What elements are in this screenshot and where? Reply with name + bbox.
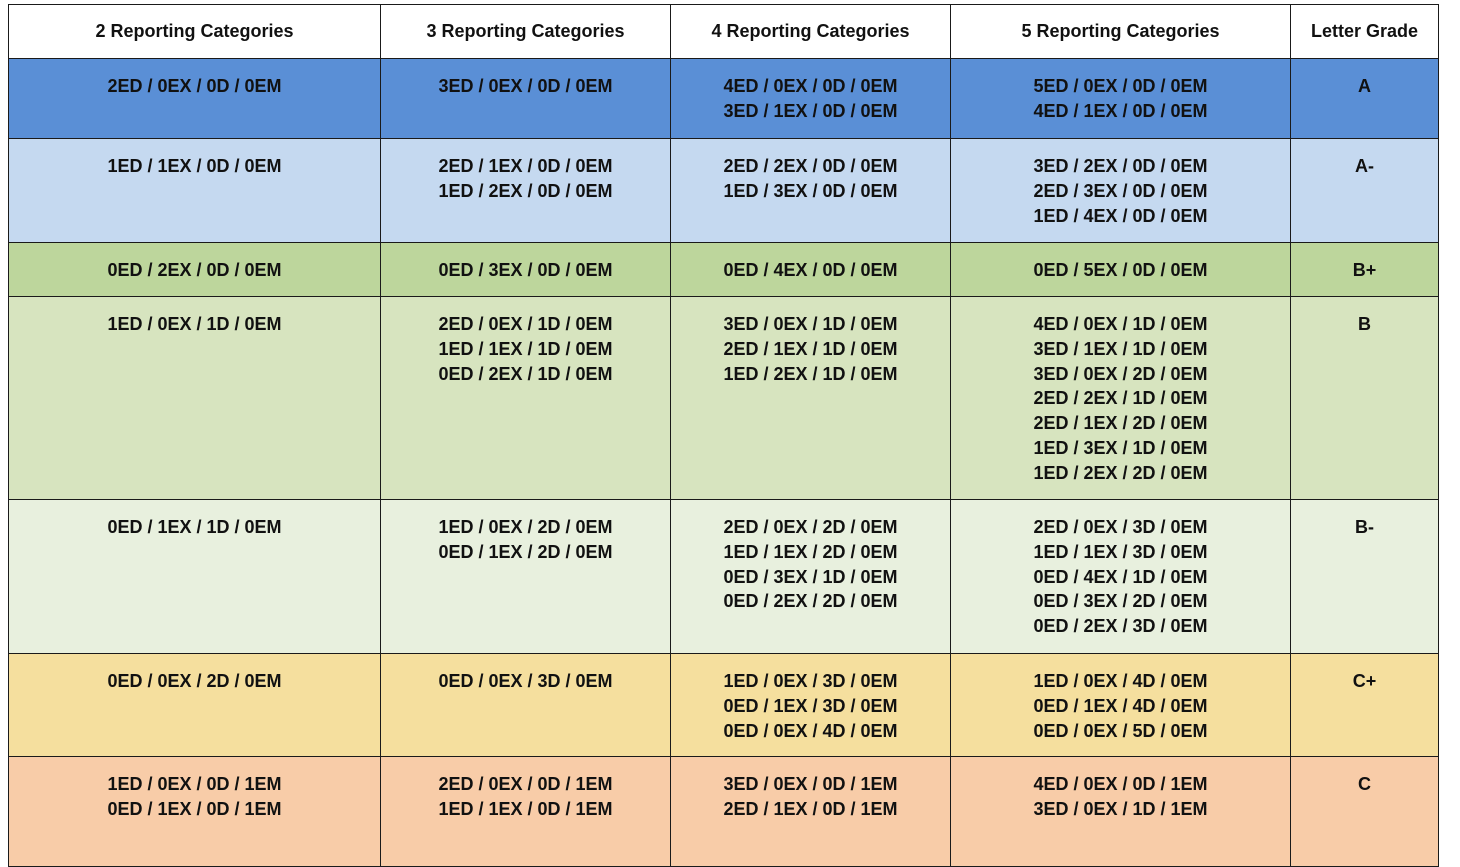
combination-text: 3ED / 1EX / 1D / 0EM — [1033, 338, 1208, 359]
table-row — [9, 654, 1439, 757]
combination-text: 2ED / 0EX / 2D / 0EM — [723, 517, 898, 537]
table-cell — [9, 59, 381, 139]
combination-text: 5ED / 0EX / 0D / 0EM — [1033, 76, 1208, 96]
combination-text: 1ED / 3EX / 0D / 0EM — [723, 180, 898, 201]
table-row — [9, 243, 1439, 297]
combination-text: 0ED / 3EX / 2D / 0EM — [1033, 591, 1208, 612]
combination-text: 1ED / 2EX / 2D / 0EM — [1033, 462, 1208, 483]
table-cell — [381, 139, 671, 243]
table-cell — [951, 500, 1291, 654]
table-cell — [951, 139, 1291, 243]
combination-text: 1ED / 0EX / 3D / 0EM — [723, 671, 898, 691]
combination-text: 3ED / 2EX / 0D / 0EM — [1033, 156, 1208, 176]
combination-text: 0ED / 2EX / 0D / 0EM — [107, 260, 282, 280]
table-cell — [381, 297, 671, 500]
letter-grade-cell — [1291, 500, 1439, 654]
combination-text: 1ED / 2EX / 0D / 0EM — [438, 180, 613, 201]
table-cell — [951, 243, 1291, 297]
table-row — [9, 297, 1439, 500]
letter-grade-cell — [1291, 243, 1439, 297]
table-cell — [671, 59, 951, 139]
letter-grade: B+ — [1352, 260, 1377, 280]
table-cell — [9, 654, 381, 757]
combination-text: 1ED / 0EX / 1D / 0EM — [107, 314, 282, 334]
combination-text: 1ED / 4EX / 0D / 0EM — [1033, 205, 1208, 226]
combination-text: 1ED / 1EX / 1D / 0EM — [438, 338, 613, 359]
combination-text: 0ED / 0EX / 3D / 0EM — [438, 671, 613, 691]
table-cell — [381, 500, 671, 654]
table-cell — [671, 139, 951, 243]
table-cell — [671, 757, 951, 867]
combination-text: 2ED / 0EX / 0D / 0EM — [107, 76, 282, 96]
table-cell — [951, 757, 1291, 867]
combination-text: 2ED / 2EX / 1D / 0EM — [1033, 388, 1208, 409]
combination-text: 0ED / 1EX / 2D / 0EM — [438, 541, 613, 562]
letter-grade: B- — [1355, 517, 1374, 537]
header-5-reporting-categories: 5 Reporting Categories — [951, 5, 1291, 59]
letter-grade: C+ — [1352, 671, 1377, 691]
table-cell — [671, 654, 951, 757]
combination-text: 2ED / 3EX / 0D / 0EM — [1033, 180, 1208, 201]
combination-text: 0ED / 2EX / 2D / 0EM — [723, 591, 898, 612]
combination-text: 2ED / 0EX / 3D / 0EM — [1033, 517, 1208, 537]
combination-text: 1ED / 0EX / 2D / 0EM — [438, 517, 613, 537]
combination-text: 2ED / 1EX / 2D / 0EM — [1033, 413, 1208, 434]
combination-text: 3ED / 0EX / 0D / 0EM — [438, 76, 613, 96]
combination-text: 0ED / 1EX / 4D / 0EM — [1033, 695, 1208, 716]
combination-text: 2ED / 1EX / 1D / 0EM — [723, 338, 898, 359]
letter-grade: B — [1358, 314, 1371, 334]
letter-grade-cell — [1291, 139, 1439, 243]
table-cell — [9, 500, 381, 654]
letter-grade-cell — [1291, 654, 1439, 757]
combination-text: 4ED / 0EX / 0D / 0EM — [723, 76, 898, 96]
letter-grade-cell — [1291, 757, 1439, 867]
combination-text: 4ED / 0EX / 1D / 0EM — [1033, 314, 1208, 334]
combination-text: 1ED / 1EX / 0D / 1EM — [438, 798, 613, 819]
combination-text: 4ED / 1EX / 0D / 0EM — [1033, 100, 1208, 121]
combination-text: 1ED / 1EX / 2D / 0EM — [723, 541, 898, 562]
combination-text: 2ED / 0EX / 1D / 0EM — [438, 314, 613, 334]
combination-text: 0ED / 1EX / 3D / 0EM — [723, 695, 898, 716]
letter-grade: A- — [1355, 156, 1374, 176]
combination-text: 1ED / 1EX / 3D / 0EM — [1033, 541, 1208, 562]
combination-text: 0ED / 0EX / 2D / 0EM — [107, 671, 282, 691]
table-cell — [9, 243, 381, 297]
table-cell — [951, 59, 1291, 139]
table-cell — [671, 243, 951, 297]
combination-text: 1ED / 0EX / 4D / 0EM — [1033, 671, 1208, 691]
table-cell — [381, 59, 671, 139]
table-cell — [671, 500, 951, 654]
combination-text: 2ED / 1EX / 0D / 0EM — [438, 156, 613, 176]
combination-text: 0ED / 2EX / 3D / 0EM — [1033, 616, 1208, 637]
combination-text: 3ED / 1EX / 0D / 0EM — [723, 100, 898, 121]
combination-text: 3ED / 0EX / 2D / 0EM — [1033, 363, 1208, 384]
table-cell — [9, 297, 381, 500]
header-letter-grade: Letter Grade — [1291, 5, 1439, 59]
combination-text: 0ED / 4EX / 0D / 0EM — [723, 260, 898, 280]
combination-text: 0ED / 2EX / 1D / 0EM — [438, 363, 613, 384]
table-cell — [951, 654, 1291, 757]
combination-text: 2ED / 1EX / 0D / 1EM — [723, 798, 898, 819]
combination-text: 4ED / 0EX / 0D / 1EM — [1033, 774, 1208, 794]
table-cell — [9, 757, 381, 867]
combination-text: 0ED / 3EX / 1D / 0EM — [723, 566, 898, 587]
combination-text: 0ED / 4EX / 1D / 0EM — [1033, 566, 1208, 587]
table-body — [9, 59, 1439, 867]
combination-text: 1ED / 2EX / 1D / 0EM — [723, 363, 898, 384]
combination-text: 0ED / 1EX / 0D / 1EM — [107, 798, 282, 819]
table-cell — [381, 654, 671, 757]
grade-conversion-table — [8, 4, 1439, 867]
table-cell — [671, 297, 951, 500]
letter-grade-cell — [1291, 297, 1439, 500]
combination-text: 0ED / 0EX / 5D / 0EM — [1033, 720, 1208, 741]
combination-text: 0ED / 0EX / 4D / 0EM — [723, 720, 898, 741]
combination-text: 3ED / 0EX / 0D / 1EM — [723, 774, 898, 794]
table-cell — [381, 243, 671, 297]
letter-grade-cell — [1291, 59, 1439, 139]
combination-text: 0ED / 3EX / 0D / 0EM — [438, 260, 613, 280]
table-row — [9, 757, 1439, 867]
table-row — [9, 500, 1439, 654]
header-2-reporting-categories: 2 Reporting Categories — [9, 5, 381, 59]
combination-text: 3ED / 0EX / 1D / 0EM — [723, 314, 898, 334]
table-cell — [9, 139, 381, 243]
table-row — [9, 139, 1439, 243]
table-cell — [381, 757, 671, 867]
combination-text: 1ED / 3EX / 1D / 0EM — [1033, 437, 1208, 458]
header-4-reporting-categories: 4 Reporting Categories — [671, 5, 951, 59]
header-3-reporting-categories: 3 Reporting Categories — [381, 5, 671, 59]
combination-text: 1ED / 1EX / 0D / 0EM — [107, 156, 282, 176]
combination-text: 2ED / 0EX / 0D / 1EM — [438, 774, 613, 794]
table-cell — [951, 297, 1291, 500]
table-row — [9, 59, 1439, 139]
letter-grade: C — [1358, 774, 1371, 794]
combination-text: 0ED / 1EX / 1D / 0EM — [107, 517, 282, 537]
header-row — [9, 5, 1439, 59]
letter-grade: A — [1358, 76, 1371, 96]
combination-text: 3ED / 0EX / 1D / 1EM — [1033, 798, 1208, 819]
combination-text: 1ED / 0EX / 0D / 1EM — [107, 774, 282, 794]
combination-text: 2ED / 2EX / 0D / 0EM — [723, 156, 898, 176]
combination-text: 0ED / 5EX / 0D / 0EM — [1033, 260, 1208, 280]
